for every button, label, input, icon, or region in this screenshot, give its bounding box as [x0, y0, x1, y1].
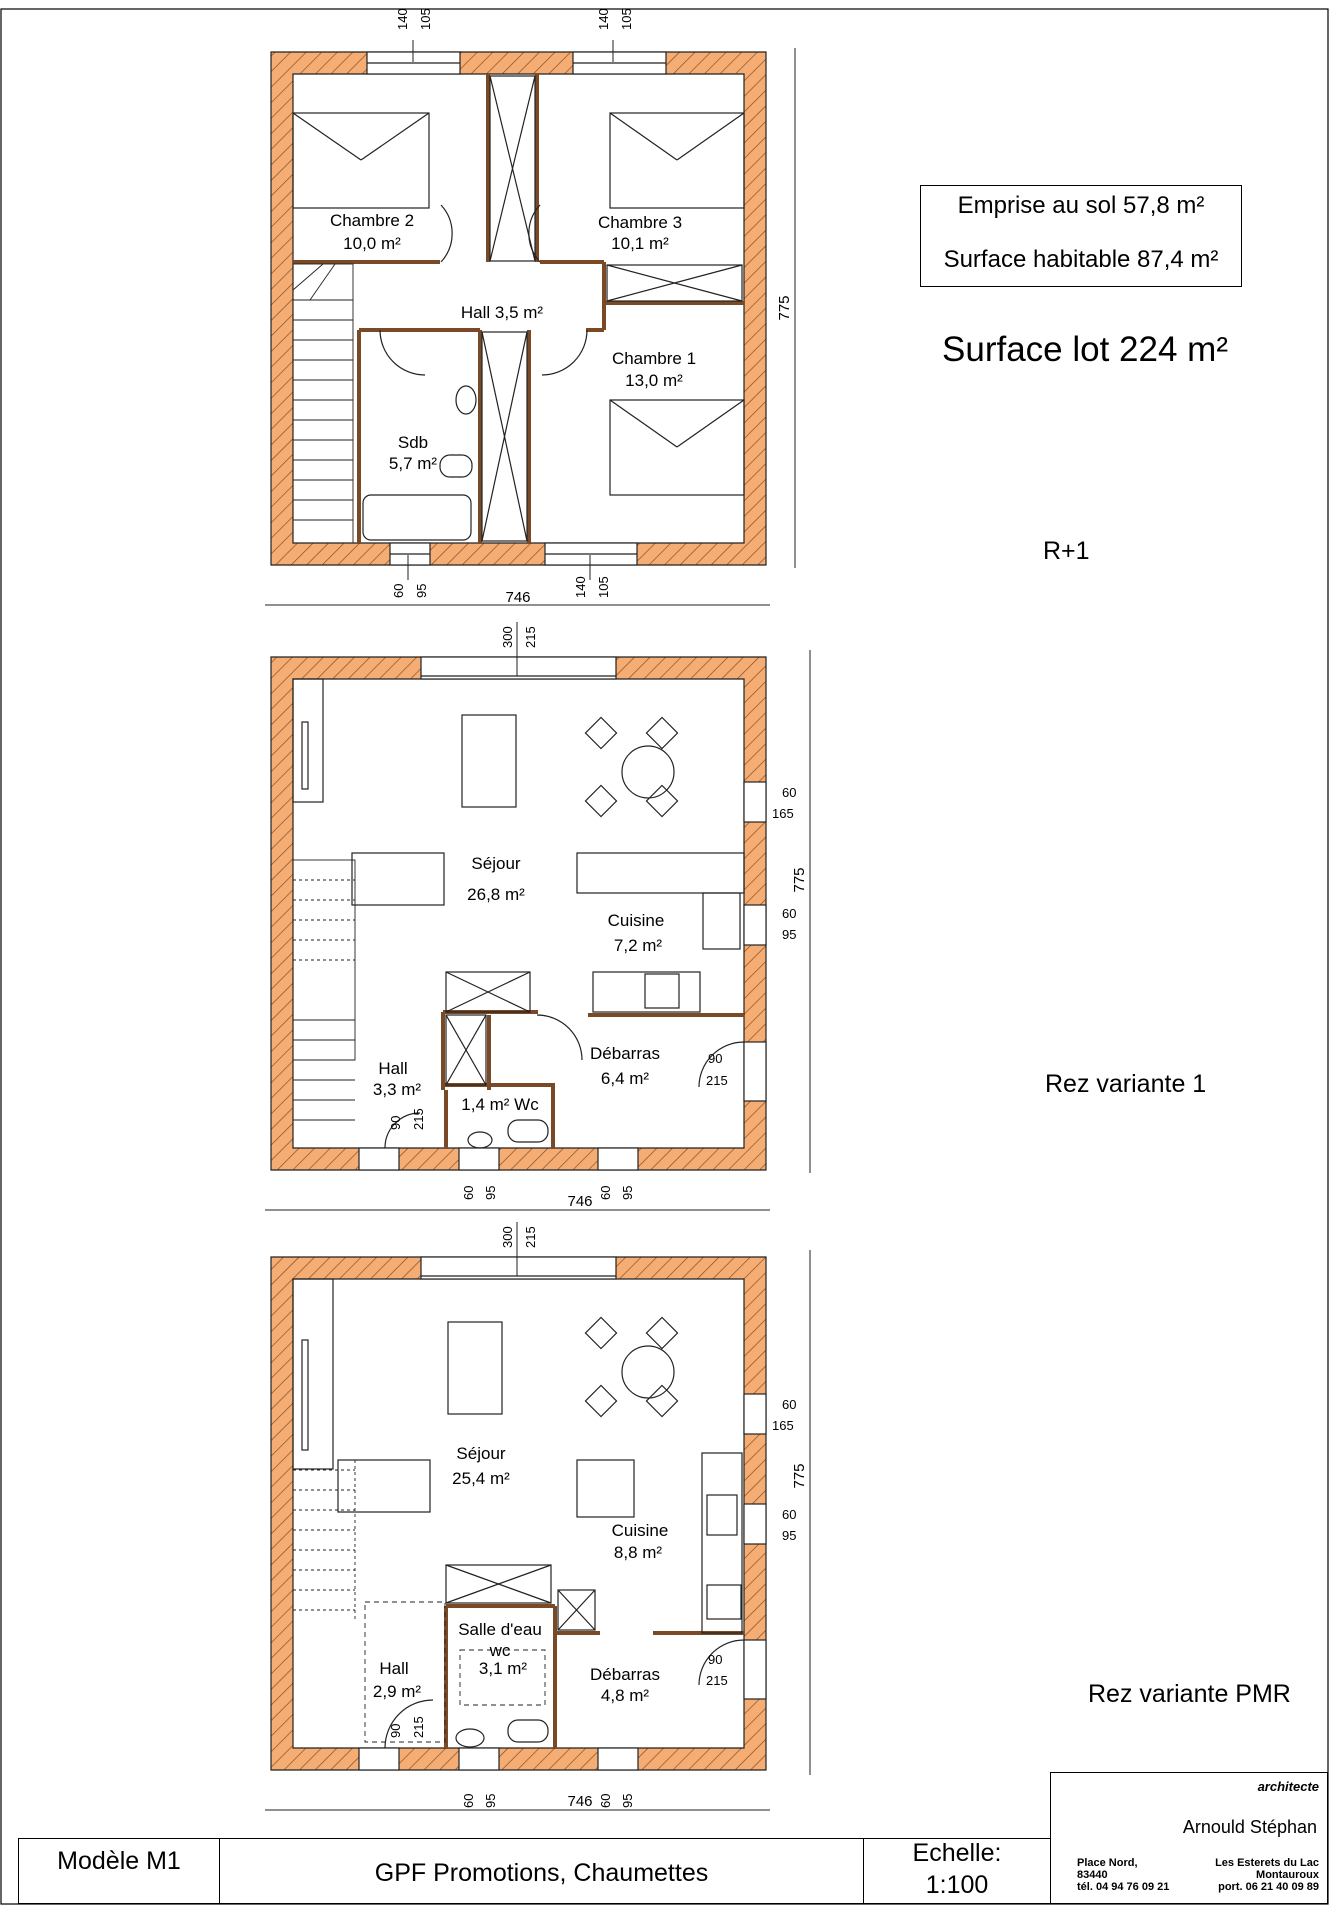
- svg-text:775: 775: [791, 1463, 808, 1489]
- svg-text:746: 746: [567, 1793, 593, 1810]
- svg-text:Chambre 3: Chambre 3: [597, 213, 683, 232]
- svg-text:90: 90: [388, 1115, 403, 1130]
- architect-role: architecte: [1257, 1779, 1319, 1794]
- r1-labels: [330, 211, 696, 473]
- svg-text:Hall: Hall: [379, 1659, 409, 1678]
- svg-text:215: 215: [411, 1108, 426, 1130]
- architect-cell: [1050, 1772, 1328, 1904]
- level-label-rezpmr: Rez variante PMR: [1088, 1680, 1291, 1708]
- plan-rez1: [271, 657, 766, 1170]
- svg-text:3,3 m²: 3,3 m²: [372, 1080, 422, 1099]
- svg-text:300: 300: [500, 1226, 515, 1248]
- svg-text:90: 90: [708, 1652, 723, 1667]
- model-cell: [18, 1838, 220, 1904]
- addr-line-2a: Les Esterets du Lac: [1215, 1857, 1319, 1869]
- address-block-2: [1215, 1857, 1319, 1893]
- svg-text:Séjour: Séjour: [471, 854, 521, 873]
- svg-text:6,4 m²: 6,4 m²: [600, 1069, 650, 1088]
- svg-text:165: 165: [772, 1418, 794, 1433]
- project-label: GPF Promotions, Chaumettes: [374, 1859, 709, 1887]
- level-label-r1: R+1: [1043, 537, 1090, 565]
- svg-text:Débarras: Débarras: [590, 1665, 660, 1684]
- addr-line-1a: Place Nord,: [1077, 1857, 1138, 1869]
- r1-room-area: 10,0 m²: [343, 234, 401, 253]
- emprise-label: Emprise au sol 57,8 m²: [957, 192, 1205, 219]
- address-block-1: [1077, 1857, 1169, 1893]
- svg-text:165: 165: [772, 806, 794, 821]
- scale-label: Echelle:: [912, 1839, 1002, 1867]
- model-label: Modèle M1: [57, 1847, 181, 1875]
- svg-text:7,2 m²: 7,2 m²: [613, 936, 663, 955]
- svg-text:60: 60: [391, 583, 406, 598]
- svg-text:Hall: Hall: [378, 1059, 408, 1078]
- scale-value: 1:100: [925, 1871, 989, 1899]
- svg-text:746: 746: [567, 1193, 593, 1210]
- scale-cell: [863, 1838, 1051, 1904]
- addr-line-2b: Montauroux: [1256, 1869, 1319, 1881]
- svg-text:60: 60: [461, 1793, 476, 1808]
- svg-text:Sdb: Sdb: [397, 433, 429, 452]
- svg-text:25,4 m²: 25,4 m²: [452, 1469, 510, 1488]
- svg-text:Chambre 1: Chambre 1: [611, 349, 697, 368]
- svg-text:60: 60: [598, 1185, 613, 1200]
- svg-text:95: 95: [782, 1528, 797, 1543]
- svg-text:140: 140: [395, 8, 410, 30]
- svg-text:215: 215: [411, 1716, 426, 1738]
- svg-text:215: 215: [523, 626, 538, 648]
- svg-text:746: 746: [505, 589, 531, 606]
- svg-text:140: 140: [573, 576, 588, 598]
- pmr-walls: [271, 1257, 766, 1770]
- svg-text:Cuisine: Cuisine: [607, 911, 665, 930]
- svg-text:95: 95: [782, 927, 797, 942]
- r1-room-name: Chambre 2: [329, 211, 415, 230]
- svg-text:95: 95: [620, 1185, 635, 1200]
- svg-text:215: 215: [523, 1226, 538, 1248]
- svg-text:215: 215: [706, 1673, 728, 1688]
- svg-text:4,8 m²: 4,8 m²: [600, 1686, 650, 1705]
- svg-text:26,8 m²: 26,8 m²: [467, 885, 525, 904]
- svg-text:60: 60: [782, 1397, 797, 1412]
- svg-text:Débarras: Débarras: [590, 1044, 660, 1063]
- svg-text:2,9 m²: 2,9 m²: [372, 1682, 422, 1701]
- svg-text:Cuisine: Cuisine: [611, 1521, 669, 1540]
- habitable-label: Surface habitable 87,4 m²: [943, 246, 1219, 273]
- surface-summary-box: [920, 185, 1242, 287]
- svg-text:95: 95: [483, 1793, 498, 1808]
- project-cell: [219, 1838, 864, 1904]
- svg-text:13,0 m²: 13,0 m²: [625, 371, 683, 390]
- svg-text:Salle d'eau: Salle d'eau: [458, 1620, 542, 1639]
- level-label-rez1: Rez variante 1: [1045, 1070, 1207, 1098]
- svg-text:Séjour: Séjour: [456, 1444, 506, 1463]
- plan-pmr: [271, 1257, 766, 1770]
- addr-line-1b: 83440: [1077, 1869, 1108, 1881]
- svg-text:5,7 m²: 5,7 m²: [388, 454, 438, 473]
- svg-text:Hall 3,5 m²: Hall 3,5 m²: [460, 303, 544, 322]
- svg-text:105: 105: [596, 576, 611, 598]
- svg-text:775: 775: [776, 295, 793, 321]
- svg-text:215: 215: [706, 1073, 728, 1088]
- svg-text:105: 105: [619, 8, 634, 30]
- svg-text:1,4 m² Wc: 1,4 m² Wc: [461, 1095, 539, 1114]
- svg-text:wc: wc: [489, 1641, 511, 1660]
- svg-text:10,1 m²: 10,1 m²: [611, 234, 669, 253]
- svg-text:60: 60: [461, 1185, 476, 1200]
- addr-line-2c: port. 06 21 40 09 89: [1218, 1881, 1319, 1893]
- svg-text:60: 60: [782, 785, 797, 800]
- svg-text:95: 95: [483, 1185, 498, 1200]
- addr-line-1c: tél. 04 94 76 09 21: [1077, 1881, 1170, 1893]
- architect-name: Arnould Stéphan: [1182, 1817, 1317, 1837]
- svg-text:95: 95: [414, 583, 429, 598]
- svg-text:300: 300: [500, 626, 515, 648]
- svg-text:140: 140: [596, 8, 611, 30]
- page-border: [1, 9, 1328, 1904]
- svg-text:105: 105: [418, 8, 433, 30]
- svg-text:90: 90: [388, 1723, 403, 1738]
- svg-text:60: 60: [782, 906, 797, 921]
- svg-text:90: 90: [708, 1051, 723, 1066]
- surface-lot-label: Surface lot 224 m²: [942, 330, 1228, 369]
- svg-text:60: 60: [782, 1507, 797, 1522]
- svg-text:775: 775: [791, 867, 808, 893]
- svg-text:60: 60: [598, 1793, 613, 1808]
- svg-text:95: 95: [620, 1793, 635, 1808]
- svg-text:8,8 m²: 8,8 m²: [613, 1543, 663, 1562]
- rez1-walls: [271, 657, 766, 1170]
- svg-text:3,1 m²: 3,1 m²: [478, 1659, 528, 1678]
